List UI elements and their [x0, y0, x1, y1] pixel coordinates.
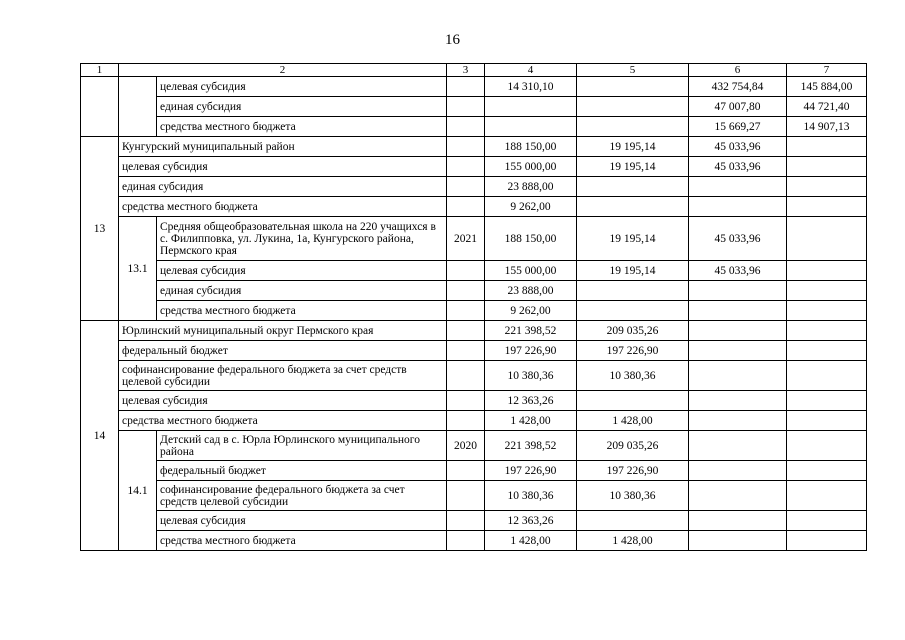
row-year: 2020: [447, 431, 485, 461]
subsection-number: 13.1: [119, 217, 157, 321]
row-year: [447, 97, 485, 117]
subsection-number: [119, 77, 157, 137]
row-col4: 10 380,36: [485, 361, 577, 391]
row-year: [447, 341, 485, 361]
row-col6: [689, 481, 787, 511]
subsection-number: 14.1: [119, 431, 157, 551]
row-year: [447, 261, 485, 281]
row-col6: [689, 511, 787, 531]
row-name: Средняя общеобразовательная школа на 220 учащихся в с. Филипповка, ул. Лукина, 1а, Кунгурского района, Пермского края: [157, 217, 447, 261]
row-col5: 197 226,90: [577, 461, 689, 481]
row-col5: [577, 77, 689, 97]
row-col6: [689, 531, 787, 551]
row-col7: [787, 431, 867, 461]
row-col5: 19 195,14: [577, 157, 689, 177]
row-col7: [787, 481, 867, 511]
row-col6: [689, 321, 787, 341]
row-year: [447, 321, 485, 341]
row-col6: [689, 281, 787, 301]
row-year: [447, 197, 485, 217]
table-row: [81, 281, 867, 301]
row-year: [447, 461, 485, 481]
row-year: 2021: [447, 217, 485, 261]
row-col7: [787, 411, 867, 431]
row-col6: [689, 197, 787, 217]
row-col5: [577, 301, 689, 321]
row-col5: [577, 511, 689, 531]
row-name: единая субсидия: [157, 97, 447, 117]
row-col4: 197 226,90: [485, 341, 577, 361]
row-name: федеральный бюджет: [119, 341, 447, 361]
row-year: [447, 157, 485, 177]
row-col5: 209 035,26: [577, 431, 689, 461]
row-col4: 12 363,26: [485, 511, 577, 531]
row-col5: [577, 281, 689, 301]
header-cell: 4: [485, 64, 577, 77]
row-col4: 188 150,00: [485, 217, 577, 261]
row-col6: 47 007,80: [689, 97, 787, 117]
header-cell: 5: [577, 64, 689, 77]
row-col6: 45 033,96: [689, 261, 787, 281]
table-row: [81, 217, 867, 261]
row-col6: [689, 461, 787, 481]
row-col7: [787, 321, 867, 341]
row-col6: [689, 341, 787, 361]
row-col4: 221 398,52: [485, 431, 577, 461]
row-year: [447, 117, 485, 137]
table-row: [81, 431, 867, 461]
row-col7: 44 721,40: [787, 97, 867, 117]
row-col6: 45 033,96: [689, 157, 787, 177]
row-year: [447, 137, 485, 157]
row-col7: [787, 197, 867, 217]
row-col4: [485, 97, 577, 117]
row-col7: [787, 157, 867, 177]
row-col7: [787, 301, 867, 321]
table-row: [81, 341, 867, 361]
row-name: Юрлинский муниципальный округ Пермского края: [119, 321, 447, 341]
row-name: Кунгурский муниципальный район: [119, 137, 447, 157]
row-year: [447, 301, 485, 321]
row-col6: 45 033,96: [689, 137, 787, 157]
row-col4: 23 888,00: [485, 281, 577, 301]
row-col4: 10 380,36: [485, 481, 577, 511]
row-col4: 197 226,90: [485, 461, 577, 481]
row-col6: [689, 431, 787, 461]
row-col7: [787, 137, 867, 157]
table-row: [81, 97, 867, 117]
header-cell: 2: [119, 64, 447, 77]
row-col7: [787, 391, 867, 411]
row-col5: 19 195,14: [577, 137, 689, 157]
section-number: 13: [81, 137, 119, 321]
row-col4: 23 888,00: [485, 177, 577, 197]
row-col7: [787, 341, 867, 361]
row-col6: 45 033,96: [689, 217, 787, 261]
header-row: [81, 64, 867, 77]
row-year: [447, 481, 485, 511]
row-col5: [577, 197, 689, 217]
row-col4: 1 428,00: [485, 411, 577, 431]
table-row: [81, 531, 867, 551]
row-name: целевая субсидия: [157, 261, 447, 281]
row-name: единая субсидия: [157, 281, 447, 301]
row-year: [447, 361, 485, 391]
row-col7: [787, 261, 867, 281]
header-cell: 7: [787, 64, 867, 77]
row-col4: 9 262,00: [485, 301, 577, 321]
table-row: [81, 461, 867, 481]
row-year: [447, 77, 485, 97]
row-col5: [577, 391, 689, 411]
table-row: [81, 511, 867, 531]
header-cell: 1: [81, 64, 119, 77]
row-col6: [689, 301, 787, 321]
table-row: [81, 261, 867, 281]
row-name: целевая субсидия: [119, 157, 447, 177]
row-name: целевая субсидия: [119, 391, 447, 411]
row-name: софинансирование федерального бюджета за счет средств целевой субсидии: [157, 481, 447, 511]
row-col6: [689, 361, 787, 391]
row-name: средства местного бюджета: [157, 117, 447, 137]
row-col4: 1 428,00: [485, 531, 577, 551]
table-row: [81, 157, 867, 177]
row-col4: 14 310,10: [485, 77, 577, 97]
row-col7: [787, 281, 867, 301]
row-col5: 1 428,00: [577, 411, 689, 431]
row-name: целевая субсидия: [157, 77, 447, 97]
row-col6: [689, 411, 787, 431]
row-year: [447, 531, 485, 551]
row-year: [447, 391, 485, 411]
row-name: Детский сад в с. Юрла Юрлинского муниципального района: [157, 431, 447, 461]
row-name: федеральный бюджет: [157, 461, 447, 481]
row-col5: 209 035,26: [577, 321, 689, 341]
table-row: [81, 77, 867, 97]
row-year: [447, 411, 485, 431]
table-row: [81, 301, 867, 321]
section-number: 14: [81, 321, 119, 551]
table-row: [81, 117, 867, 137]
row-name: средства местного бюджета: [119, 411, 447, 431]
row-name: средства местного бюджета: [157, 301, 447, 321]
row-col4: 155 000,00: [485, 157, 577, 177]
row-col7: [787, 177, 867, 197]
row-col5: 10 380,36: [577, 481, 689, 511]
row-name: средства местного бюджета: [119, 197, 447, 217]
row-col4: 221 398,52: [485, 321, 577, 341]
table-row: [81, 137, 867, 157]
row-col7: 14 907,13: [787, 117, 867, 137]
row-year: [447, 281, 485, 301]
row-year: [447, 511, 485, 531]
row-col7: [787, 361, 867, 391]
row-col7: [787, 461, 867, 481]
row-col7: 145 884,00: [787, 77, 867, 97]
row-col7: [787, 217, 867, 261]
table-row: [81, 177, 867, 197]
row-col4: 188 150,00: [485, 137, 577, 157]
budget-table: [80, 63, 867, 551]
row-col5: 19 195,14: [577, 217, 689, 261]
row-name: единая субсидия: [119, 177, 447, 197]
row-col5: [577, 117, 689, 137]
page-number: 16: [445, 32, 460, 48]
row-col7: [787, 531, 867, 551]
table-row: [81, 391, 867, 411]
row-col5: [577, 97, 689, 117]
row-year: [447, 177, 485, 197]
row-name: софинансирование федерального бюджета за счет средств целевой субсидии: [119, 361, 447, 391]
section-number: [81, 77, 119, 137]
row-col5: 19 195,14: [577, 261, 689, 281]
row-col6: 432 754,84: [689, 77, 787, 97]
row-col5: 1 428,00: [577, 531, 689, 551]
header-cell: 6: [689, 64, 787, 77]
row-col5: [577, 177, 689, 197]
table-row: [81, 321, 867, 341]
row-col4: 12 363,26: [485, 391, 577, 411]
row-col7: [787, 511, 867, 531]
row-name: целевая субсидия: [157, 511, 447, 531]
table-row: [81, 481, 867, 511]
row-col5: 10 380,36: [577, 361, 689, 391]
table-row: [81, 197, 867, 217]
row-col4: 9 262,00: [485, 197, 577, 217]
row-col4: 155 000,00: [485, 261, 577, 281]
row-col6: [689, 391, 787, 411]
row-col6: 15 669,27: [689, 117, 787, 137]
row-col4: [485, 117, 577, 137]
header-cell: 3: [447, 64, 485, 77]
row-col6: [689, 177, 787, 197]
table-row: [81, 361, 867, 391]
row-col5: 197 226,90: [577, 341, 689, 361]
table-row: [81, 411, 867, 431]
row-name: средства местного бюджета: [157, 531, 447, 551]
